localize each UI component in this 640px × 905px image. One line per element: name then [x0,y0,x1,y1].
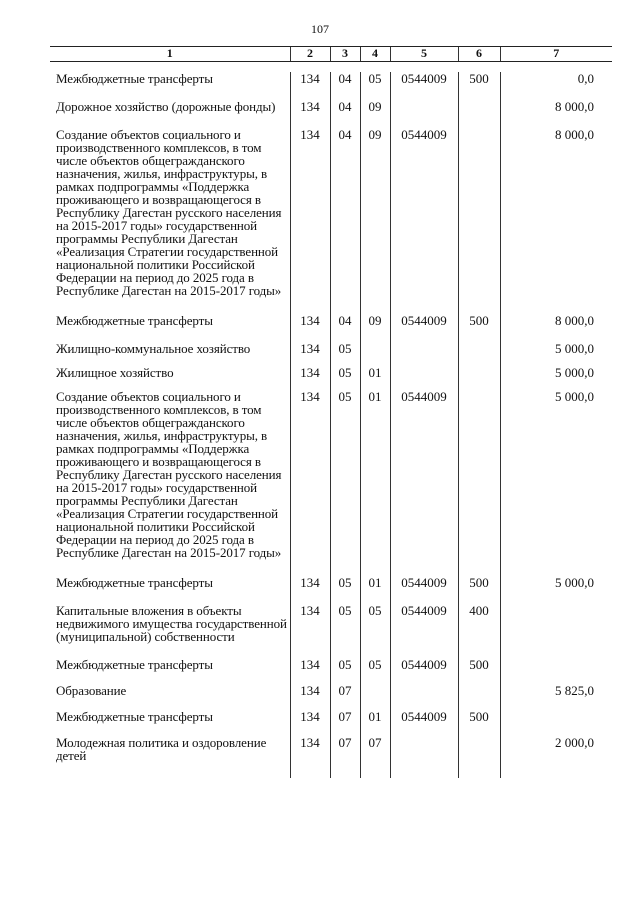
row-col-4: 09 [360,128,390,314]
row-code: 0544009 [390,576,458,604]
row-col-6 [458,390,500,576]
row-name: Молодежная политика и оздоровление детей [56,735,267,763]
row-col-3: 04 [330,128,360,314]
row-col-4: 09 [360,100,390,128]
row-amount: 5 000,0 [500,342,612,366]
row-col-6 [458,736,500,768]
row-col-4: 09 [360,314,390,342]
row-col-3: 05 [330,604,360,658]
row-code [390,100,458,128]
filler-cell [360,768,390,778]
row-name: Межбюджетные трансферты [56,313,213,328]
row-col-6: 500 [458,658,500,684]
row-amount [500,710,612,736]
row-col-3: 07 [330,710,360,736]
table-row [50,658,612,684]
table-row [50,366,612,390]
header-col-2: 2 [290,47,330,62]
table-row [50,604,612,658]
row-amount: 5 000,0 [500,576,612,604]
row-col-3: 05 [330,366,360,390]
row-code [390,684,458,710]
row-amount: 8 000,0 [500,314,612,342]
row-name: Межбюджетные трансферты [56,709,213,724]
row-col-2: 134 [290,366,330,390]
row-code: 0544009 [390,390,458,576]
row-col-6: 400 [458,604,500,658]
row-name: Дорожное хозяйство (дорожные фонды) [56,99,276,114]
row-code [390,366,458,390]
row-col-2: 134 [290,128,330,314]
row-col-6: 500 [458,576,500,604]
table-row [50,576,612,604]
row-col-2: 134 [290,604,330,658]
header-col-6: 6 [458,47,500,62]
row-col-3: 04 [330,100,360,128]
filler-cell [330,768,360,778]
row-col-6 [458,128,500,314]
budget-table-container [50,46,612,836]
row-col-4: 05 [360,658,390,684]
row-col-4: 01 [360,390,390,576]
row-col-4: 05 [360,604,390,658]
row-col-4 [360,342,390,366]
row-col-6: 500 [458,710,500,736]
row-col-2: 134 [290,390,330,576]
row-amount: 2 000,0 [500,736,612,768]
row-name: Жилищное хозяйство [56,365,174,380]
table-row [50,710,612,736]
filler-cell [390,768,458,778]
row-name: Создание объектов социального и производственного комплексов, в том числе объектов общегражданского назначения, жилья, инфраструктуры, в рамках подпрограммы «Поддержка проживающего и возвращающегося в Республику Дагестан русского населения на 2015-2017 годы» государственной программы Республики Дагестан «Реализация Стратегии государственной национальной политики Российской Федерации на период до 2025 года в Республике Дагестан на 2015-2017 годы» [56,127,282,298]
row-col-4: 01 [360,576,390,604]
row-col-6: 500 [458,314,500,342]
row-code: 0544009 [390,710,458,736]
row-name: Межбюджетные трансферты [56,657,213,672]
row-col-3: 05 [330,576,360,604]
row-col-3: 07 [330,684,360,710]
row-name: Межбюджетные трансферты [56,71,213,86]
row-col-6 [458,684,500,710]
row-col-6 [458,342,500,366]
header-col-4: 4 [360,47,390,62]
row-code [390,342,458,366]
header-col-7: 7 [500,47,612,62]
row-amount: 5 825,0 [500,684,612,710]
row-amount: 5 000,0 [500,366,612,390]
row-amount: 8 000,0 [500,128,612,314]
row-code [390,736,458,768]
row-name: Жилищно-коммунальное хозяйство [56,341,251,356]
header-col-3: 3 [330,47,360,62]
row-code: 0544009 [390,314,458,342]
table-row [50,342,612,366]
row-amount: 8 000,0 [500,100,612,128]
row-col-2: 134 [290,710,330,736]
budget-table [50,46,612,778]
filler-cell [50,768,290,778]
row-amount [500,604,612,658]
table-body [50,62,612,779]
row-col-2: 134 [290,736,330,768]
row-col-3: 04 [330,72,360,100]
row-col-4 [360,684,390,710]
filler-cell [458,768,500,778]
row-col-3: 05 [330,390,360,576]
filler-cell [290,768,330,778]
table-row [50,128,612,314]
row-code: 0544009 [390,128,458,314]
table-row [50,100,612,128]
filler-cell [500,768,612,778]
row-col-4: 05 [360,72,390,100]
filler-row [50,768,612,778]
row-col-2: 134 [290,342,330,366]
table-row [50,736,612,768]
row-col-4: 01 [360,710,390,736]
row-col-2: 134 [290,576,330,604]
row-col-6: 500 [458,72,500,100]
table-row [50,314,612,342]
row-col-3: 07 [330,736,360,768]
header-col-5: 5 [390,47,458,62]
table-row [50,72,612,100]
row-col-6 [458,100,500,128]
row-amount [500,658,612,684]
row-col-4: 01 [360,366,390,390]
header-row [50,47,612,62]
header-col-1: 1 [50,47,290,62]
row-col-2: 134 [290,100,330,128]
row-col-3: 05 [330,342,360,366]
row-col-6 [458,366,500,390]
row-code: 0544009 [390,72,458,100]
row-col-2: 134 [290,72,330,100]
row-code: 0544009 [390,604,458,658]
row-amount: 0,0 [500,72,612,100]
row-col-4: 07 [360,736,390,768]
row-name: Образование [56,683,127,698]
row-col-2: 134 [290,684,330,710]
row-code: 0544009 [390,658,458,684]
row-name: Межбюджетные трансферты [56,575,213,590]
row-name: Создание объектов социального и производственного комплексов, в том числе объектов общегражданского назначения, жилья, инфраструктуры, в рамках подпрограммы «Поддержка проживающего и возвращающегося в Республику Дагестан русского населения на 2015-2017 годы» государственной программы Республики Дагестан «Реализация Стратегии государственной национальной политики Российской Федерации на период до 2025 года в Республике Дагестан на 2015-2017 годы» [56,389,282,560]
row-col-2: 134 [290,658,330,684]
table-row [50,390,612,576]
row-col-2: 134 [290,314,330,342]
table-row [50,684,612,710]
row-amount: 5 000,0 [500,390,612,576]
row-name: Капитальные вложения в объекты недвижимого имущества государственной (муниципальной) собственности [56,603,287,644]
page-number: 107 [311,22,329,36]
row-col-3: 04 [330,314,360,342]
row-col-3: 05 [330,658,360,684]
